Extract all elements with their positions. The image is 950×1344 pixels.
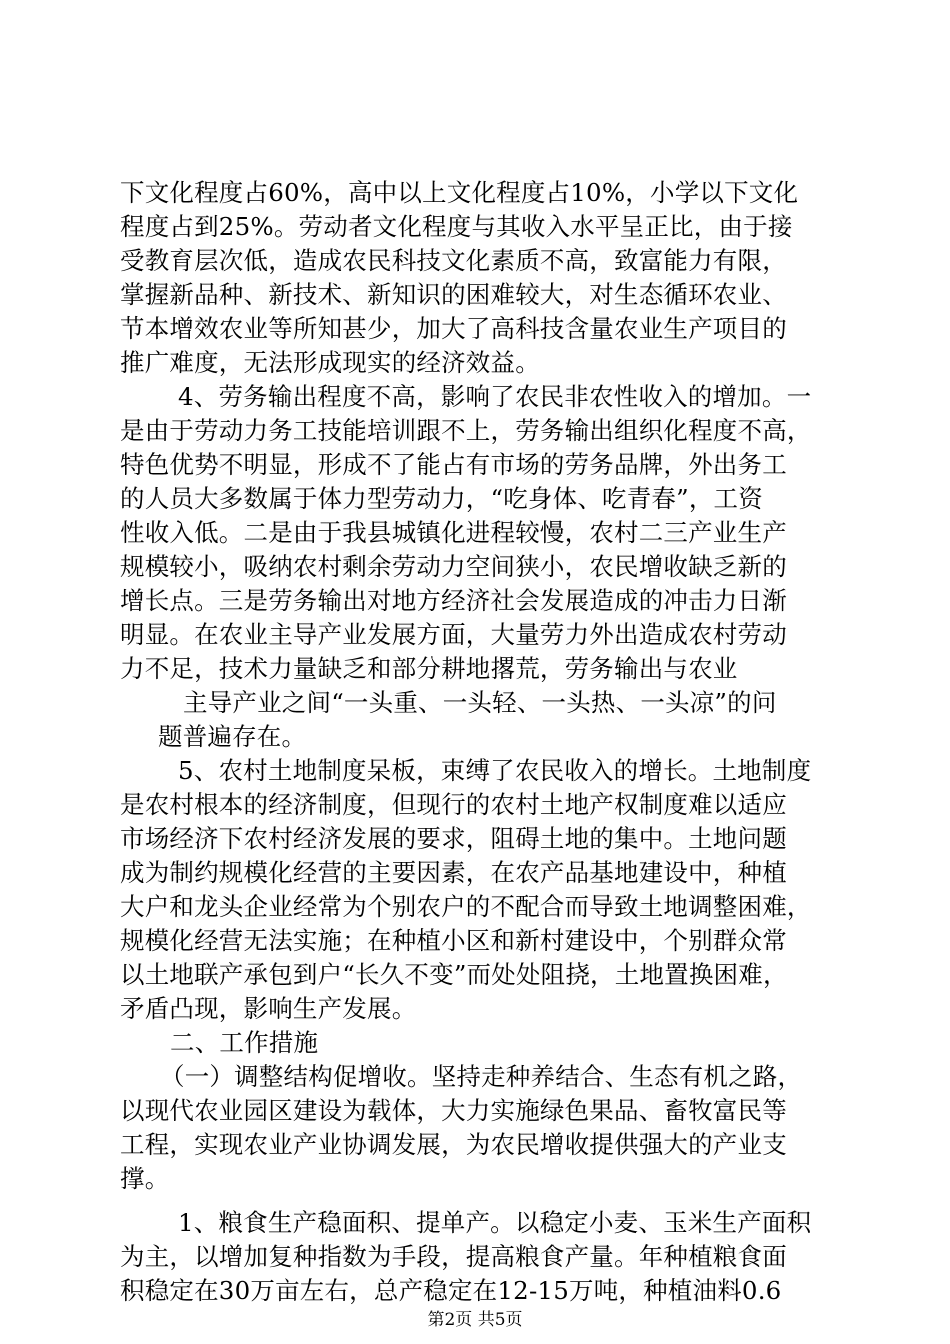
body-text-line: 是由于劳动力务工技能培训跟不上，劳务输出组织化程度不高， <box>120 416 812 445</box>
body-text-line: 力不足，技术力量缺乏和部分耕地撂荒，劳务输出与农业 <box>120 654 738 683</box>
section-heading: 二、工作措施 <box>170 1028 319 1057</box>
body-text-line: 大户和龙头企业经常为个别农户的不配合而导致土地调整困难， <box>120 892 812 921</box>
subsection-heading-line: （一）调整结构促增收。坚持走种养结合、生态有机之路， <box>160 1062 803 1091</box>
body-text-line: 下文化程度占60%，高中以上文化程度占10%，小学以下文化 <box>120 178 799 207</box>
body-text-line: 积稳定在30万亩左右，总产稳定在12-15万吨，种植油料0.6 <box>120 1276 782 1305</box>
body-text-line: 受教育层次低，造成农民科技文化素质不高，致富能力有限， <box>120 246 787 275</box>
body-text-line: 掌握新品种、新技术、新知识的困难较大，对生态循环农业、 <box>120 280 787 309</box>
body-text-line: 以土地联产承包到户“长久不变”而处处阻挠，土地置换困难， <box>120 960 788 989</box>
body-text-line: 程度占到25%。劳动者文化程度与其收入水平呈正比，由于接 <box>120 212 793 241</box>
body-text-line: 5、农村土地制度呆板，束缚了农民收入的增长。土地制度 <box>178 756 812 785</box>
body-text-line: 节本增效农业等所知甚少，加大了高科技含量农业生产项目的 <box>120 314 787 343</box>
body-text-line: 是农村根本的经济制度，但现行的农村土地产权制度难以适应 <box>120 790 787 819</box>
body-text-line: 1、粮食生产稳面积、提单产。以稳定小麦、玉米生产面积 <box>178 1208 812 1237</box>
page-number-footer: 第2页 共5页 <box>427 1310 523 1330</box>
body-text-line: 性收入低。二是由于我县城镇化进程较慢，农村二三产业生产 <box>120 518 787 547</box>
body-text-line: 的人员大多数属于体力型劳动力，“吃身体、吃青春”，工资 <box>120 484 763 513</box>
body-text-line: 推广难度，无法形成现实的经济效益。 <box>120 348 540 377</box>
body-text-line: 特色优势不明显，形成不了能占有市场的劳务品牌，外出务工 <box>120 450 787 479</box>
body-text-line: 撑。 <box>120 1164 170 1193</box>
body-text-line: 明显。在农业主导产业发展方面，大量劳力外出造成农村劳动 <box>120 620 787 649</box>
body-text-line: 增长点。三是劳务输出对地方经济社会发展造成的冲击力日渐 <box>120 586 787 615</box>
body-text-line: 4、劳务输出程度不高，影响了农民非农性收入的增加。一 <box>178 382 812 411</box>
body-text-line: 主导产业之间“一头重、一头轻、一头热、一头凉”的问 <box>183 688 777 717</box>
body-text-line: 矛盾凸现，影响生产发展。 <box>120 994 417 1023</box>
body-text-line: 规模化经营无法实施；在种植小区和新村建设中，个别群众常 <box>120 926 787 955</box>
body-text-line: 以现代农业园区建设为载体，大力实施绿色果品、畜牧富民等 <box>120 1096 787 1125</box>
body-text-line: 市场经济下农村经济发展的要求，阻碍土地的集中。土地问题 <box>120 824 787 853</box>
body-text-line: 规模较小，吸纳农村剩余劳动力空间狭小，农民增收缺乏新的 <box>120 552 787 581</box>
body-text-line: 题普遍存在。 <box>158 722 307 751</box>
body-text-line: 为主，以增加复种指数为手段，提高粮食产量。年种植粮食面 <box>120 1242 787 1271</box>
body-text-line: 工程，实现农业产业协调发展，为农民增收提供强大的产业支 <box>120 1130 787 1159</box>
body-text-line: 成为制约规模化经营的主要因素，在农产品基地建设中，种植 <box>120 858 787 887</box>
